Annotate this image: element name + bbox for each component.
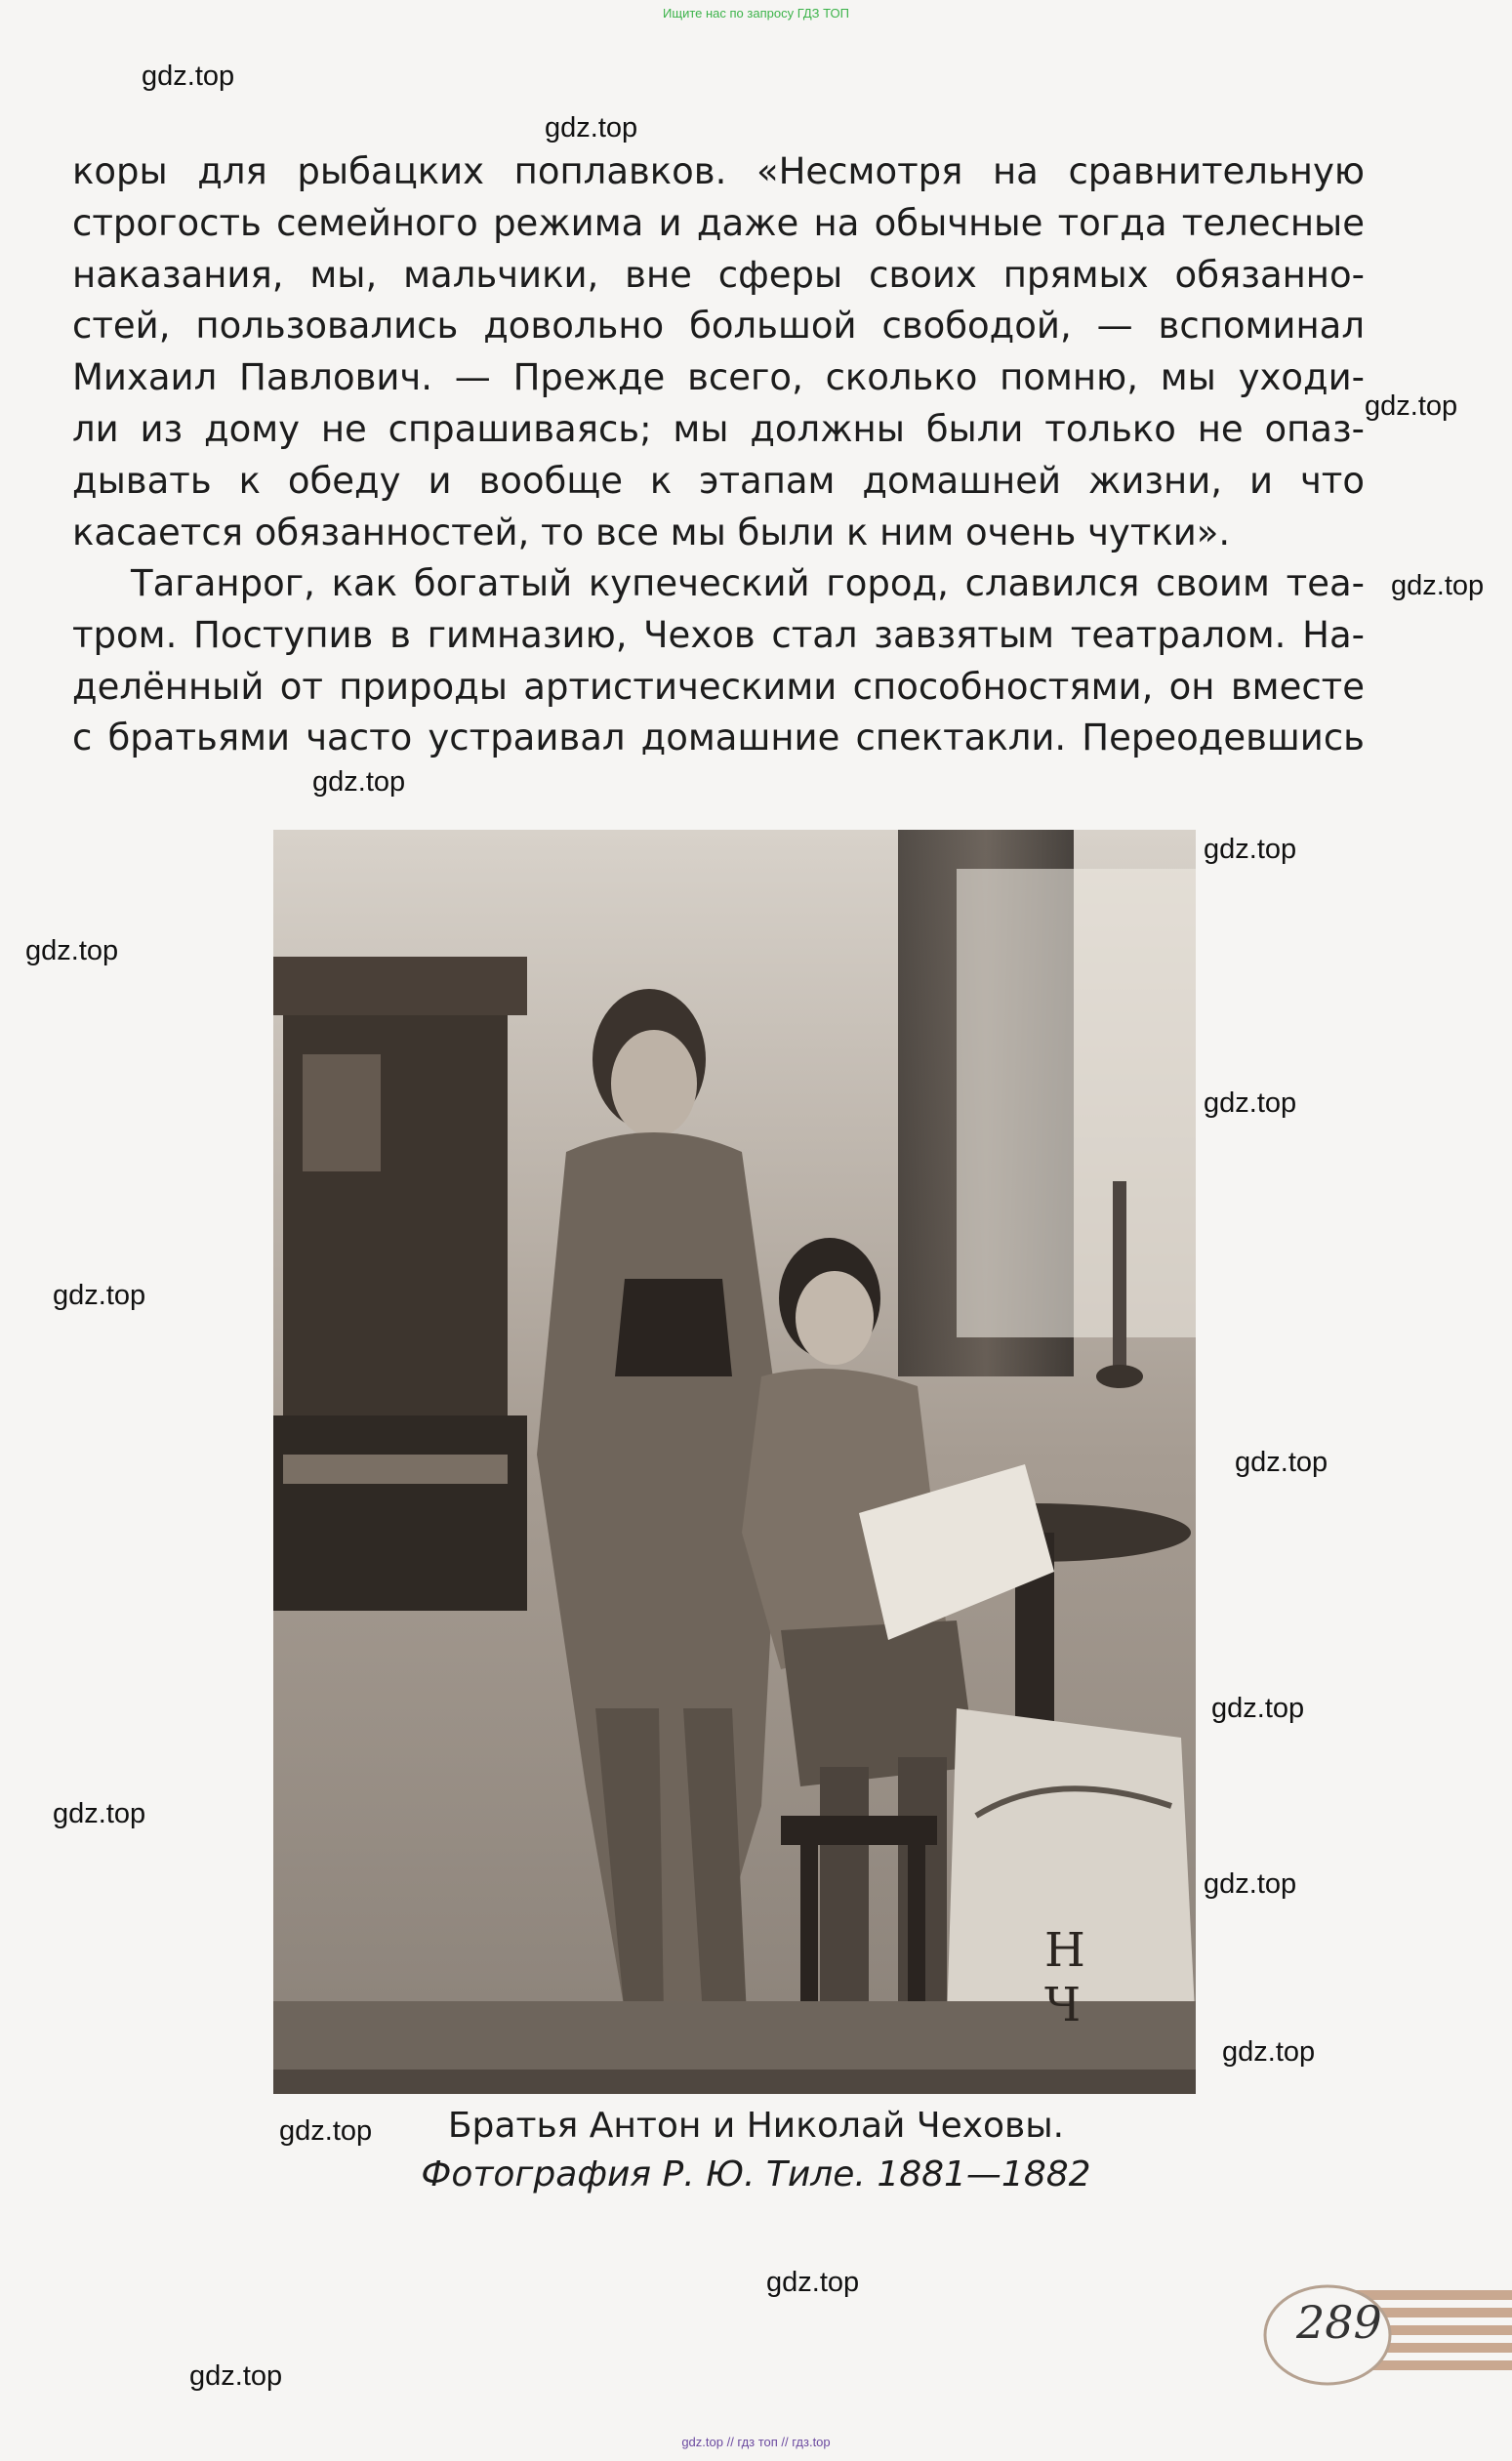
- text-line: Михаил Павлович. — Прежде всего, сколько помню, мы уходи-: [72, 356, 1365, 399]
- watermark: gdz.top: [25, 935, 119, 966]
- watermark: gdz.top: [279, 2115, 373, 2147]
- watermark: gdz.top: [1365, 390, 1458, 422]
- watermark: gdz.top: [312, 766, 406, 798]
- bottom-note: gdz.top // гдз топ // гдз.top: [681, 2435, 831, 2449]
- sign-letters: Н Ч: [1044, 1923, 1115, 2032]
- watermark: gdz.top: [545, 112, 638, 144]
- watermark: gdz.top: [142, 61, 235, 92]
- watermark: gdz.top: [1204, 834, 1297, 865]
- text-line: наказания, мы, мальчики, вне сферы своих прямых обязанно-: [72, 253, 1365, 296]
- photo-credit: Фотография Р. Ю. Тиле. 1881—1882: [421, 2154, 1091, 2194]
- text-line: тром. Поступив в гимназию, Чехов стал завзятым театралом. На-: [72, 613, 1365, 656]
- watermark: gdz.top: [1391, 570, 1485, 601]
- watermark: gdz.top: [1211, 1693, 1305, 1724]
- watermark: gdz.top: [53, 1798, 146, 1829]
- photo-caption: Братья Антон и Николай Чеховы.: [447, 2106, 1065, 2146]
- watermark: gdz.top: [1222, 2036, 1316, 2068]
- photograph-chekhov-brothers: [273, 830, 1196, 2094]
- text-line: Таганрог, как богатый купеческий город, славился своим теа-: [131, 562, 1365, 604]
- text-line: с братьями часто устраивал домашние спектакли. Переодевшись: [72, 717, 1365, 759]
- watermark: gdz.top: [1204, 1087, 1297, 1119]
- text-line: касается обязанностей, то все мы были к ним очень чутки».: [72, 511, 1231, 554]
- text-line: дывать к обеду и вообще к этапам домашней жизни, и что: [72, 459, 1365, 502]
- watermark: gdz.top: [1204, 1868, 1297, 1900]
- paragraph-1: [72, 146, 1365, 558]
- text-line: стей, пользовались довольно большой свободой, — вспоминал: [72, 305, 1365, 348]
- page-number: 289: [1296, 2296, 1382, 2349]
- top-note: Ищите нас по запросу ГДЗ ТОП: [663, 6, 849, 21]
- text-line: делённый от природы артистическими способностями, он вместе: [72, 665, 1365, 708]
- watermark: gdz.top: [189, 2360, 283, 2392]
- watermark: gdz.top: [53, 1280, 146, 1311]
- text-line: строгость семейного режима и даже на обычные тогда телесные: [72, 201, 1365, 244]
- watermark: gdz.top: [1235, 1447, 1328, 1478]
- watermark: gdz.top: [766, 2267, 860, 2298]
- photo-illustration: [273, 830, 1196, 2094]
- text-line: ли из дому не спрашиваясь; мы должны были только не опаз-: [72, 407, 1365, 450]
- paragraph-2: [72, 558, 1365, 764]
- text-line: коры для рыбацких поплавков. «Несмотря на сравнительную: [72, 150, 1365, 192]
